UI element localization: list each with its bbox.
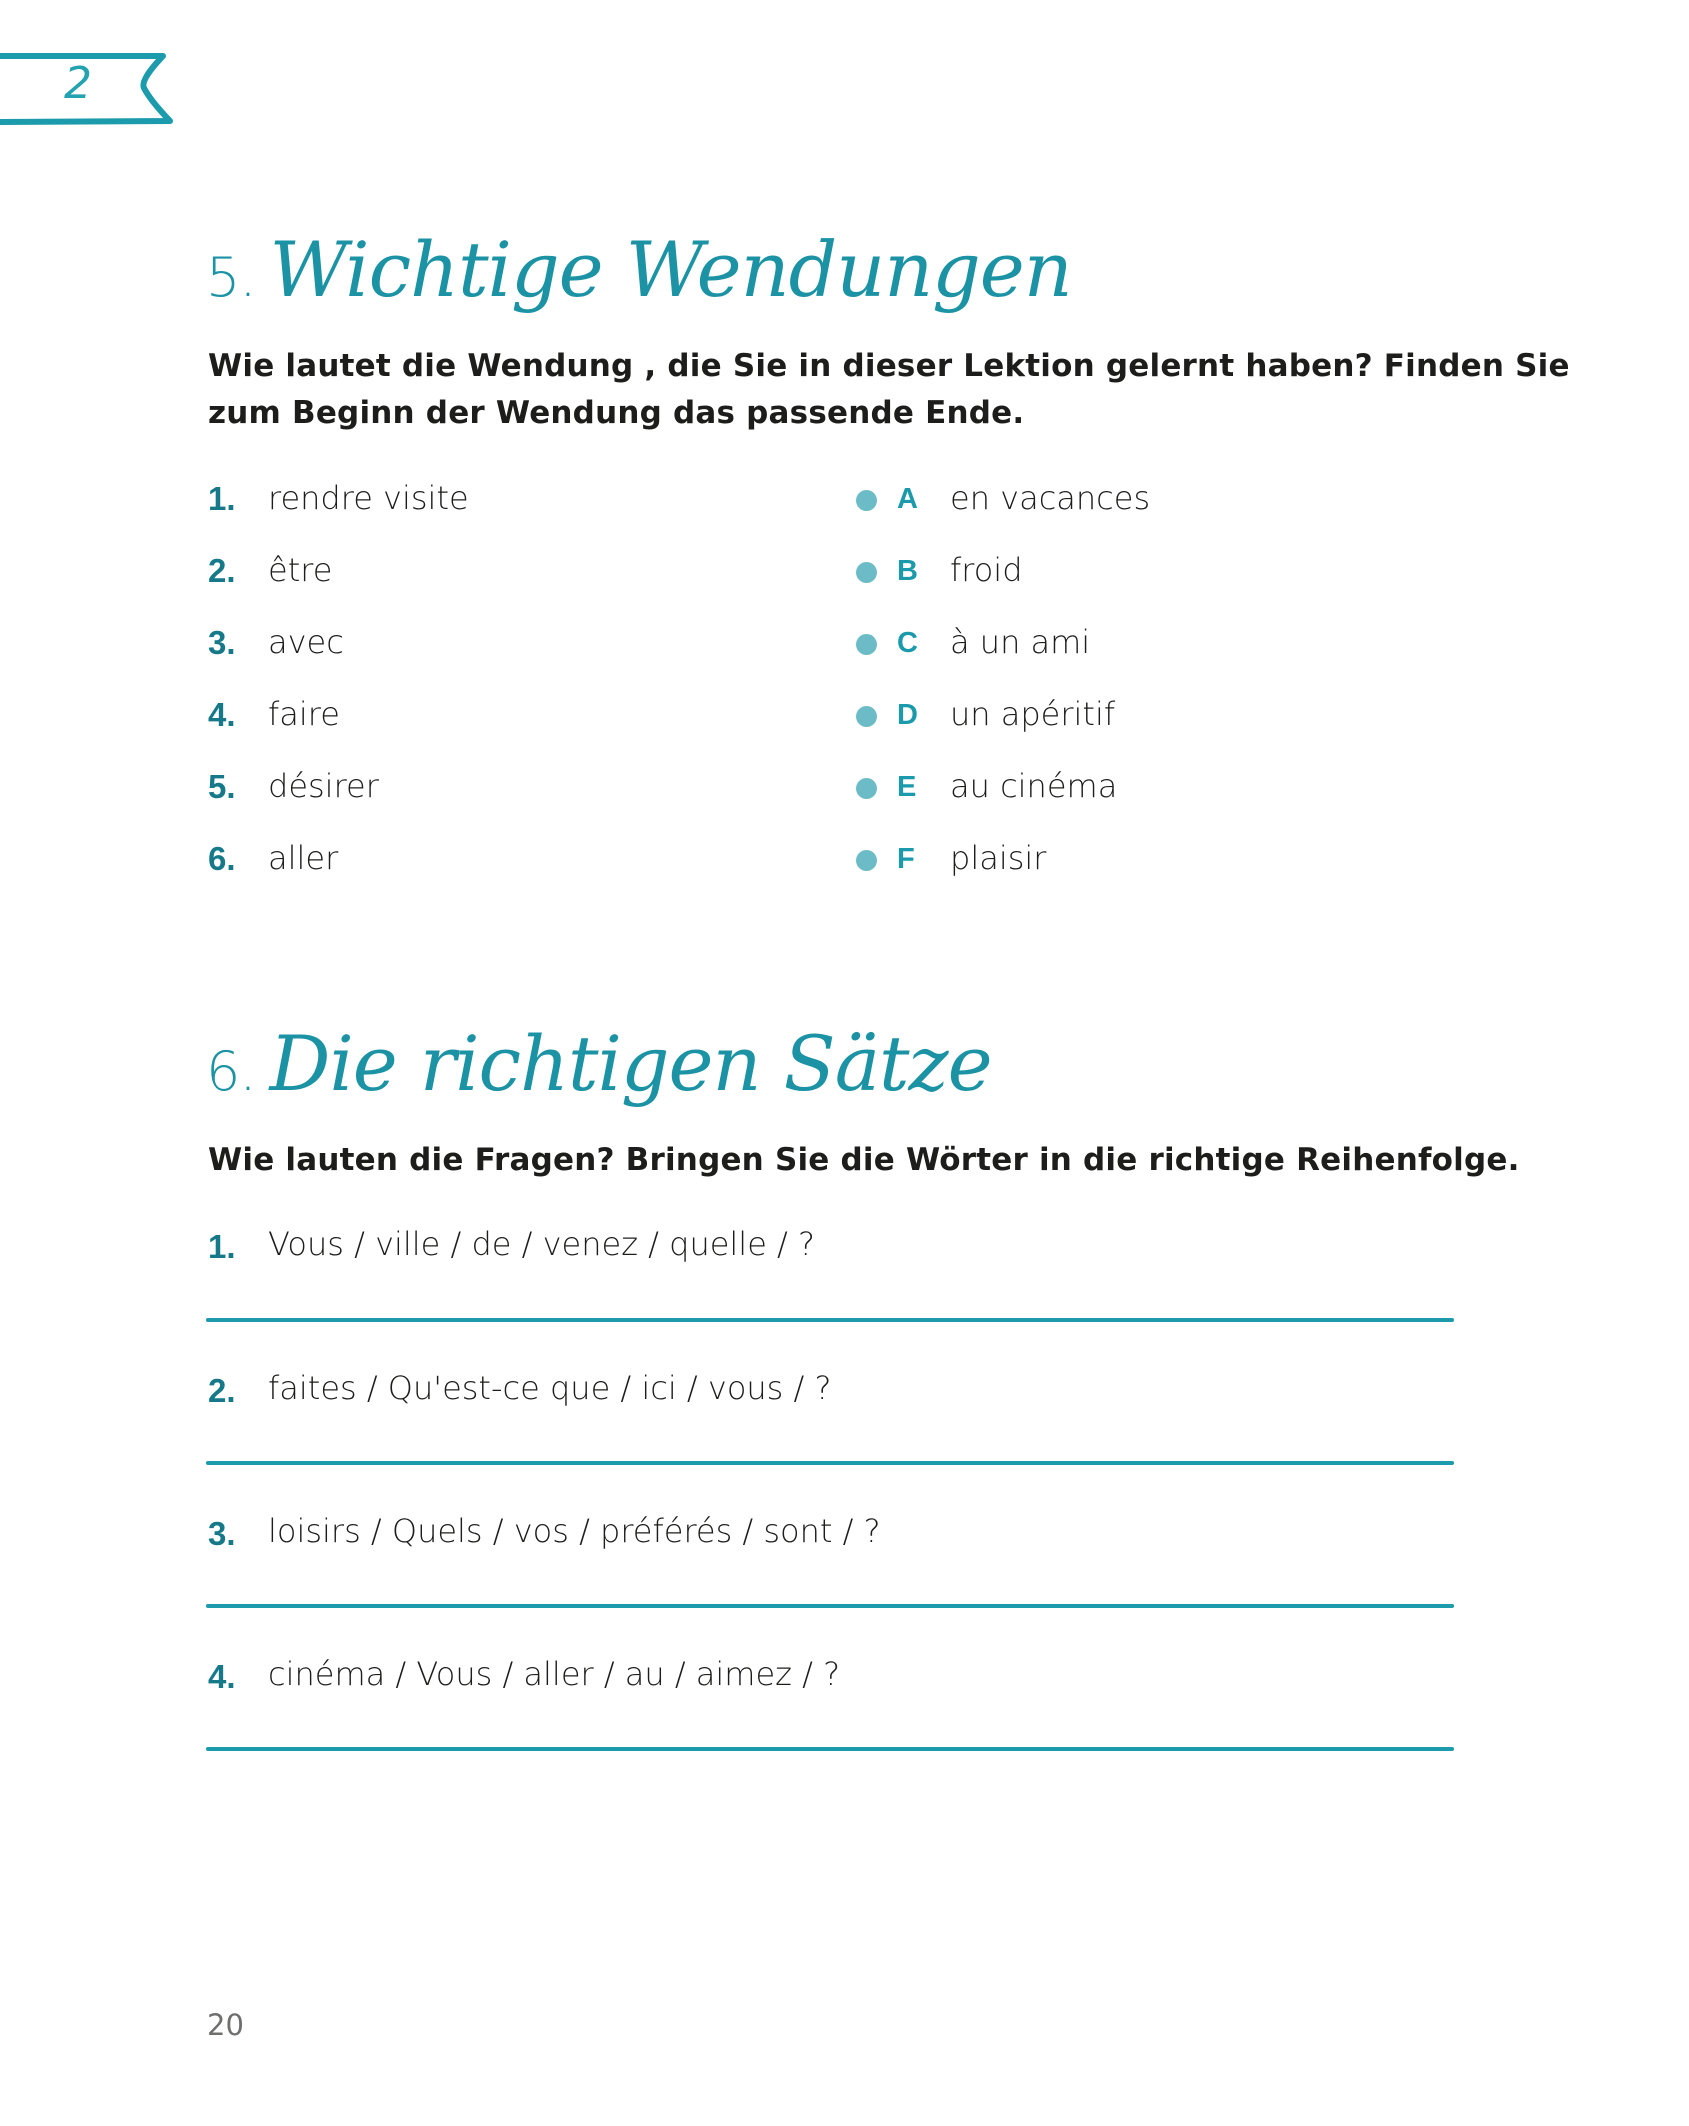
item-number: 2. xyxy=(208,552,236,589)
item-text: rendre visite xyxy=(268,479,469,517)
match-dot-icon[interactable] xyxy=(856,850,877,871)
item-text: un apéritif xyxy=(950,695,1116,733)
item-text: à un ami xyxy=(950,623,1091,661)
section-5-title: Wichtige Wendungen xyxy=(269,225,1072,314)
item-text: aller xyxy=(268,839,339,877)
instruction-line: Wie lautet die Wendung , die Sie in dieser Lektion gelernt haben? Finden Sie xyxy=(208,348,1570,384)
answer-line-2[interactable] xyxy=(206,1461,1454,1465)
item-letter: B xyxy=(897,555,918,587)
question-number: 3. xyxy=(208,1515,236,1552)
match-dot-icon[interactable] xyxy=(856,706,877,727)
item-letter: D xyxy=(897,699,918,731)
section-5-heading xyxy=(206,225,1072,314)
page-number: 20 xyxy=(207,2008,244,2042)
question-text: loisirs / Quels / vos / préférés / sont / ? xyxy=(268,1512,881,1550)
item-number: 1. xyxy=(208,480,236,517)
item-text: plaisir xyxy=(950,839,1047,877)
question-number: 4. xyxy=(208,1658,236,1695)
question-number: 1. xyxy=(208,1228,236,1265)
chapter-number: 2 xyxy=(64,58,92,109)
item-text: désirer xyxy=(268,767,379,805)
match-dot-icon[interactable] xyxy=(856,778,877,799)
item-number: 3. xyxy=(208,624,236,661)
item-letter: A xyxy=(897,483,918,515)
item-letter: E xyxy=(897,771,917,803)
item-number: 4. xyxy=(208,696,236,733)
item-letter: F xyxy=(897,843,915,875)
instruction-line: zum Beginn der Wendung das passende Ende. xyxy=(208,395,1025,431)
question-text: faites / Qu'est-ce que / ici / vous / ? xyxy=(268,1369,832,1407)
section-5-number: 5. xyxy=(206,246,256,309)
answer-line-4[interactable] xyxy=(206,1747,1454,1751)
question-text: cinéma / Vous / aller / au / aimez / ? xyxy=(268,1655,841,1693)
item-text: froid xyxy=(950,551,1023,589)
section-6-number: 6. xyxy=(206,1040,256,1103)
match-dot-icon[interactable] xyxy=(856,562,877,583)
match-dot-icon[interactable] xyxy=(856,634,877,655)
item-text: au cinéma xyxy=(950,767,1118,805)
item-text: avec xyxy=(268,623,344,661)
match-dot-icon[interactable] xyxy=(856,490,877,511)
item-text: être xyxy=(268,551,333,589)
answer-line-3[interactable] xyxy=(206,1604,1454,1608)
section-6-title: Die richtigen Sätze xyxy=(269,1019,992,1108)
item-letter: C xyxy=(897,627,918,659)
section-5-instruction xyxy=(208,343,1570,437)
item-number: 6. xyxy=(208,840,236,877)
item-text: faire xyxy=(268,695,340,733)
item-text: en vacances xyxy=(950,479,1151,517)
question-number: 2. xyxy=(208,1372,236,1409)
question-text: Vous / ville / de / venez / quelle / ? xyxy=(268,1225,815,1263)
section-6-heading xyxy=(206,1019,992,1108)
item-number: 5. xyxy=(208,768,236,805)
answer-line-1[interactable] xyxy=(206,1318,1454,1322)
section-6-instruction: Wie lauten die Fragen? Bringen Sie die Wörter in die richtige Reihenfolge. xyxy=(208,1142,1520,1178)
